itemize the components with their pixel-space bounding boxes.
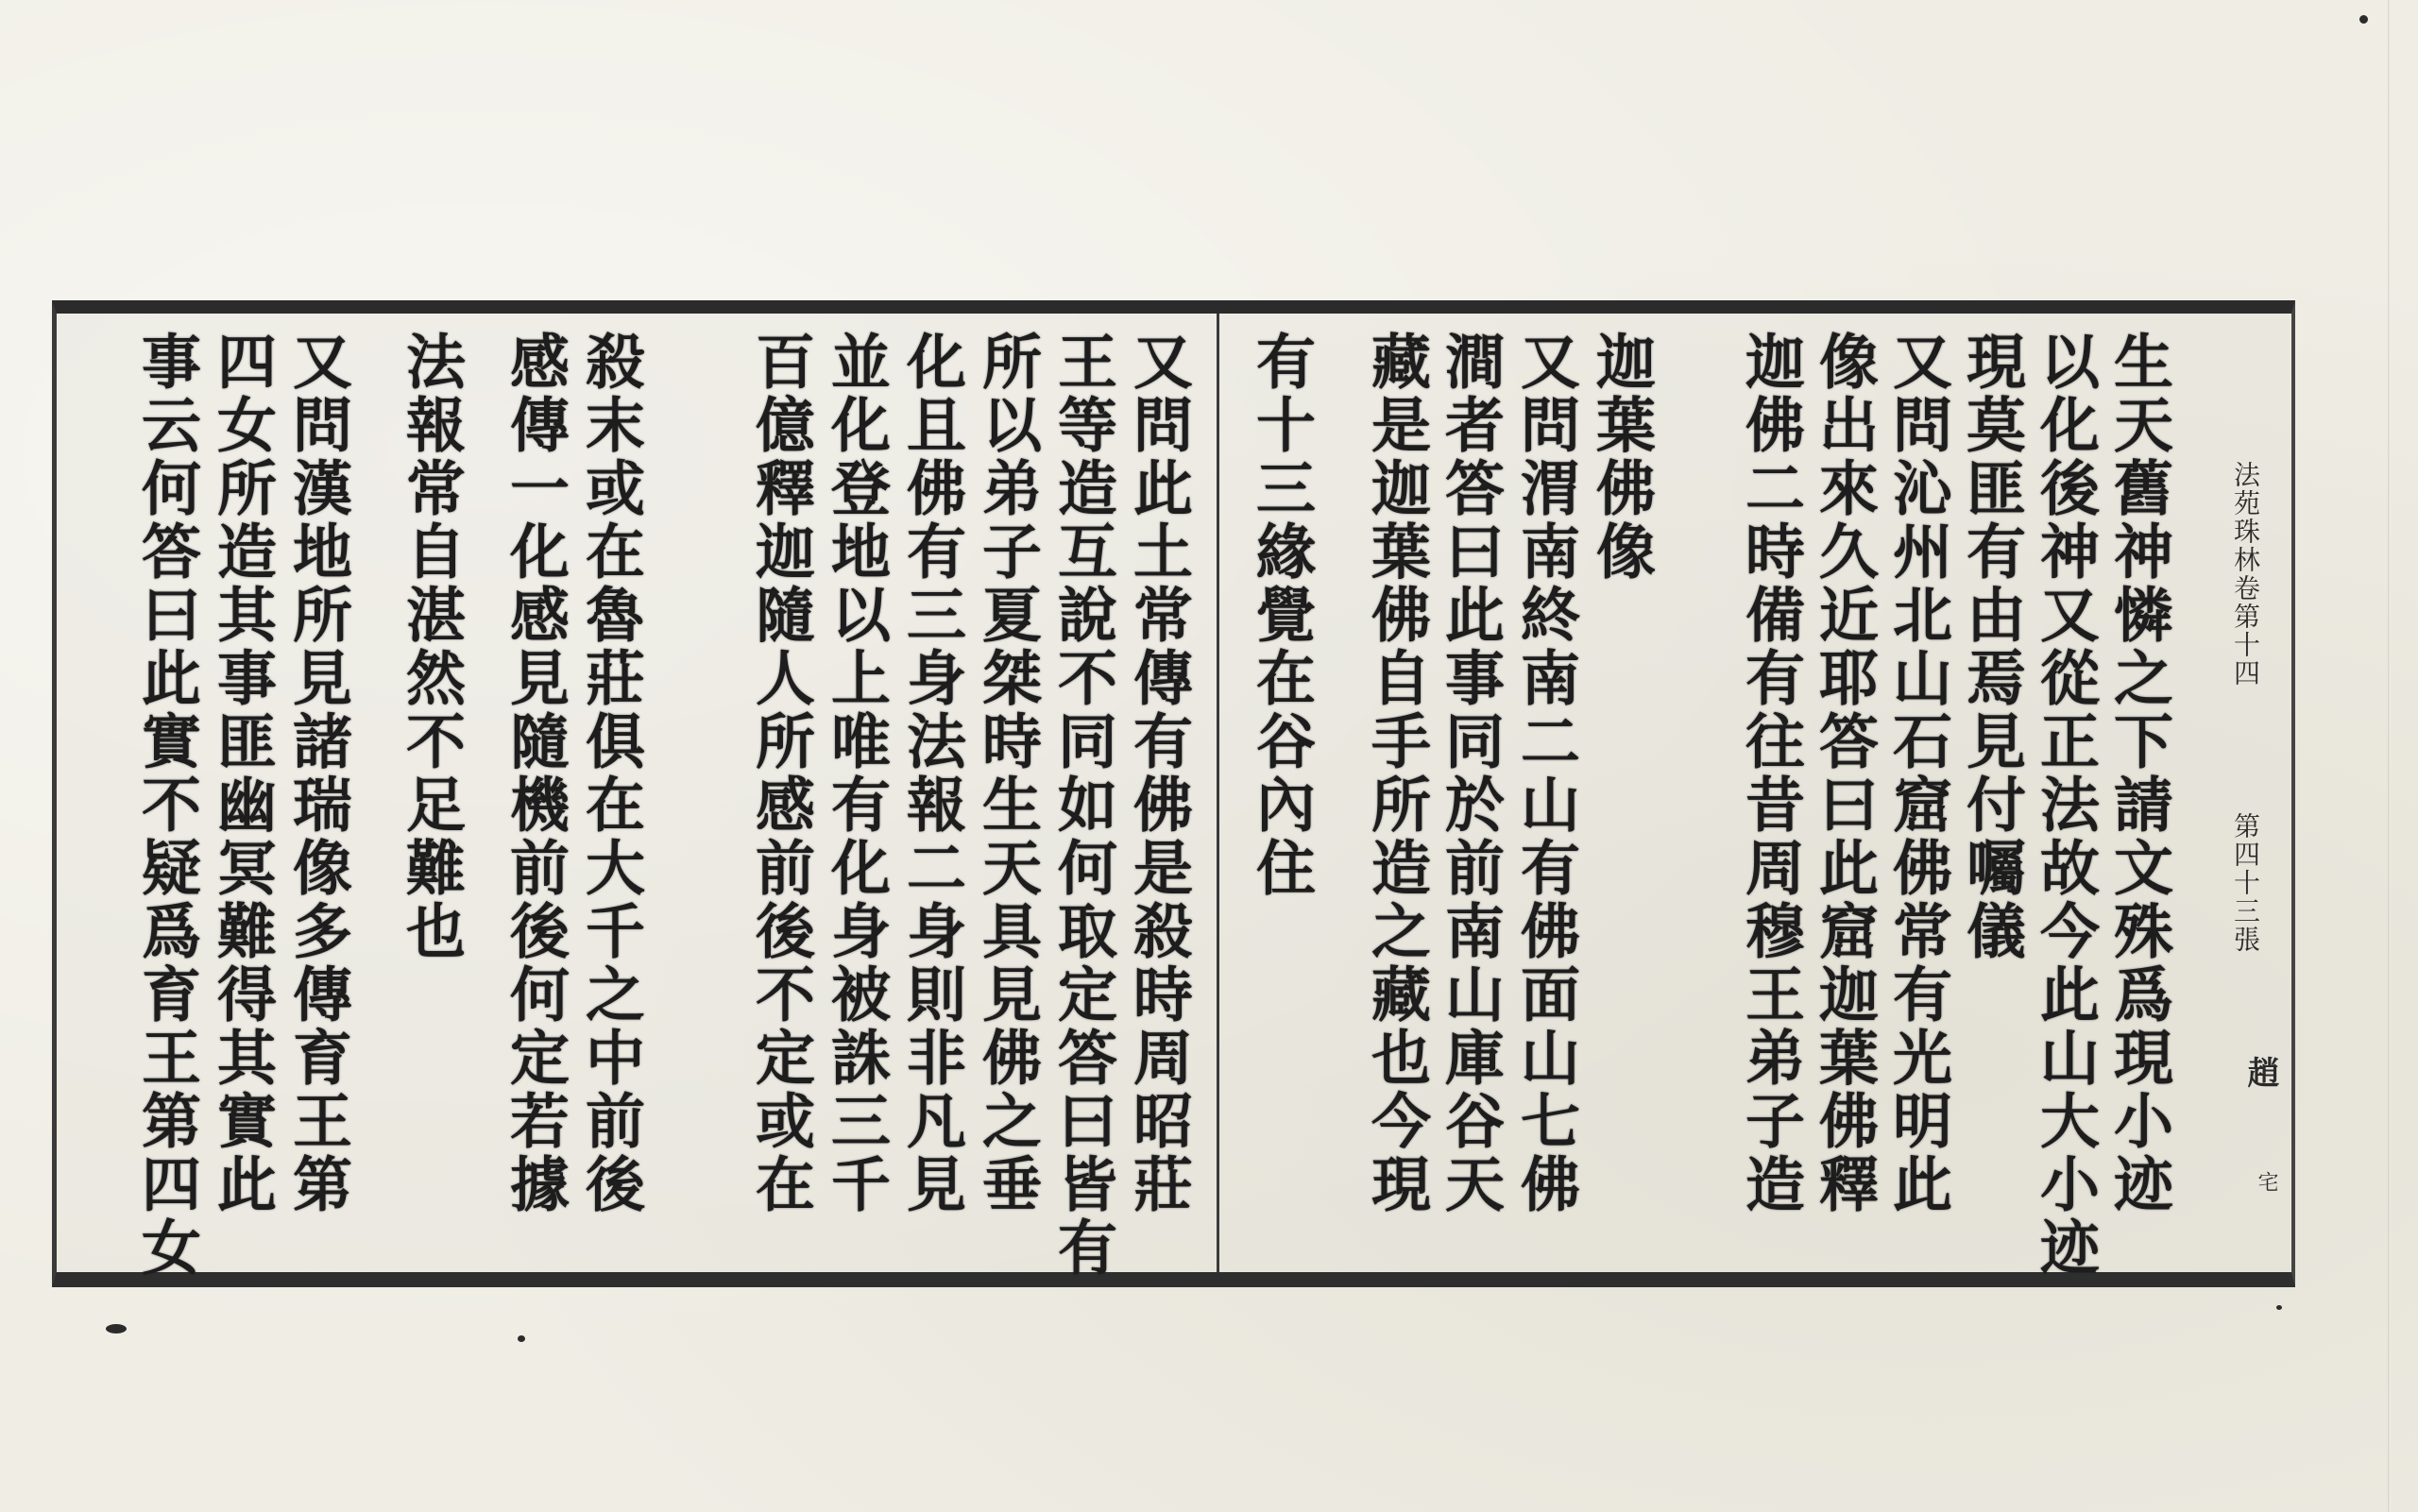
text-column: 感傳一化感見隨機前後何定若據 xyxy=(501,331,570,1216)
text-column: 澗者答曰此事同於前南山庫谷天 xyxy=(1436,331,1506,1216)
paper-fold xyxy=(2388,0,2391,1512)
text-column: 又問此土常傳有佛是殺時周昭莊 xyxy=(1124,331,1194,1216)
text-column: 迦葉佛像 xyxy=(1587,331,1657,584)
text-column: 藏是迦葉佛自手所造之藏也今現 xyxy=(1362,331,1432,1216)
text-column: 像出來久近耶答曰此窟迦葉佛釋 xyxy=(1810,331,1880,1216)
text-column: 所以弟子夏桀時生天具見佛之垂 xyxy=(973,331,1043,1216)
text-column: 事云何答曰此實不疑爲育王第四女 xyxy=(132,331,202,1280)
ink-speck xyxy=(2276,1305,2282,1310)
text-column: 又問渭南終南二山有佛面山七佛 xyxy=(1511,331,1581,1216)
text-column: 以化後神又從正法故今此山大小迹 xyxy=(2031,331,2101,1280)
block-center-divider xyxy=(1217,314,1219,1272)
text-column: 又問漢地所見諸瑞像多傳育王第 xyxy=(283,331,353,1216)
text-column: 殺末或在魯莊俱在大千之中前後 xyxy=(576,331,646,1216)
text-column: 有十三緣覺在谷內住 xyxy=(1247,331,1317,900)
ink-speck xyxy=(106,1324,127,1334)
text-column: 並化登地以上唯有化身被誅三千 xyxy=(822,331,892,1216)
ink-speck xyxy=(518,1335,525,1342)
text-column: 迦佛二時備有往昔周穆王弟子造 xyxy=(1736,331,1806,1216)
leaf-number: 第四十三張 xyxy=(2230,812,2261,954)
ink-speck xyxy=(2359,15,2368,24)
text-column: 化且佛有三身法報二身則非凡見 xyxy=(897,331,967,1216)
text-column: 四女所造其事匪幽冥難得其實此 xyxy=(208,331,278,1216)
carver-name: 趙 xyxy=(2241,1056,2279,1090)
text-column: 現莫匪有由焉見付囑儀 xyxy=(1957,331,2027,963)
carver-mark: 宅 xyxy=(2255,1171,2278,1194)
text-column: 又問沁州北山石窟佛常有光明此 xyxy=(1883,331,1953,1216)
text-column: 百億釋迦隨人所感前後不定或在 xyxy=(746,331,816,1216)
volume-title: 法苑珠林卷第十四 xyxy=(2230,461,2261,688)
text-column: 生天舊神憐之下請文殊爲現小迹 xyxy=(2104,331,2174,1216)
text-column: 王等造互說不同如何取定答曰皆有 xyxy=(1048,331,1118,1280)
text-column: 法報常自湛然不足難也 xyxy=(397,331,467,963)
